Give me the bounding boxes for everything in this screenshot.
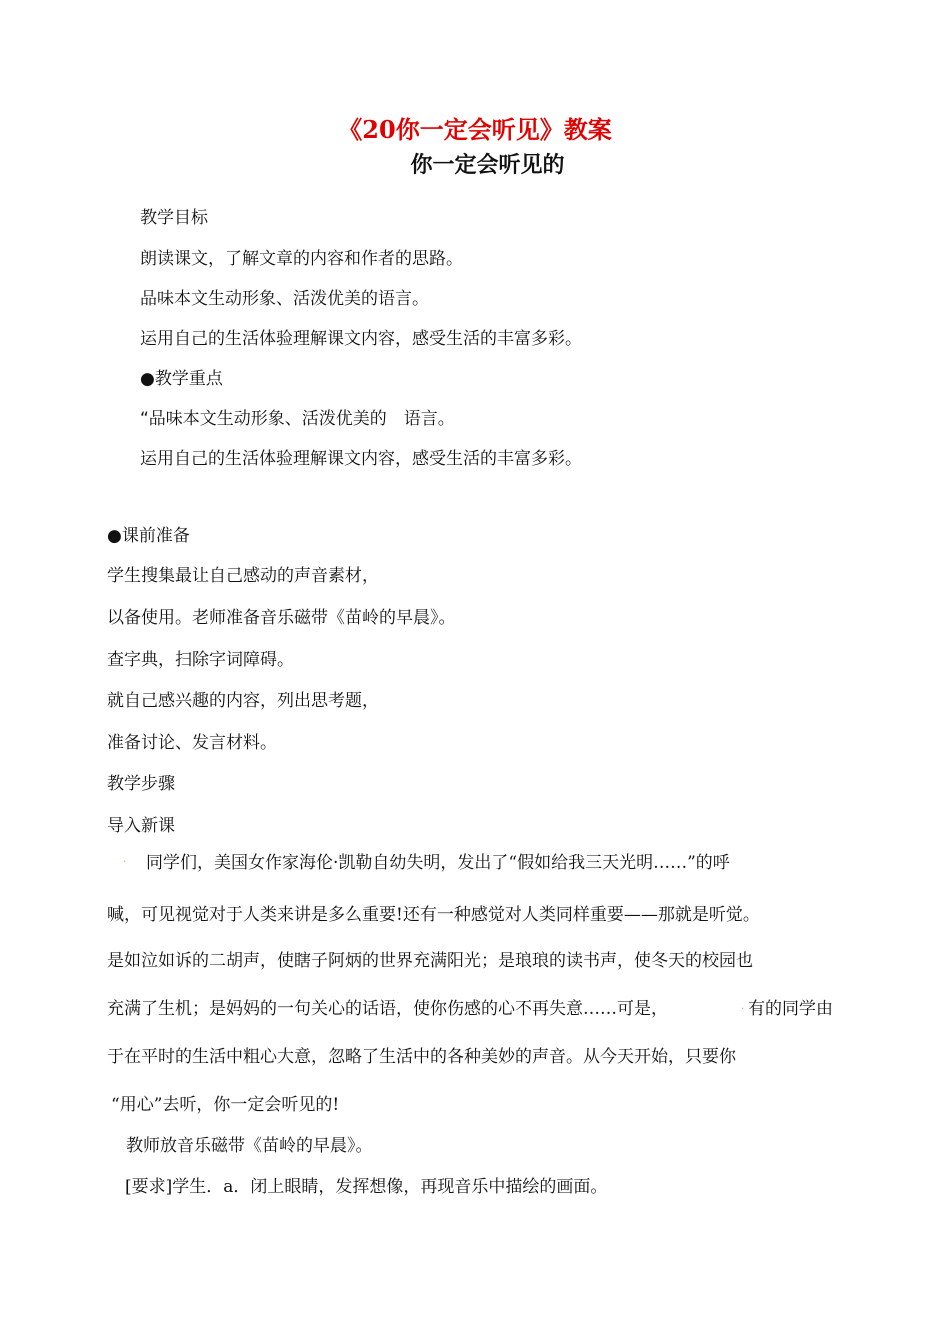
document-subtitle: 你一定会听见的: [410, 152, 565, 178]
paragraph-line: “用心”去听，你一定会听见的!: [111, 1095, 340, 1115]
paragraph-line: 于在平时的生活中粗心大意，忽略了生活中的各种美妙的声音。从今天开始，只要你: [107, 1047, 736, 1067]
steps-heading: 教学步骤: [107, 774, 175, 794]
paragraph-bullet: .: [123, 854, 127, 865]
preparation-item: 以备使用。老师准备音乐磁带《苗岭的早晨》。: [107, 608, 456, 628]
paragraph-line: 充满了生机；是妈妈的一句关心的话语，使你伤感的心不再失意……可是，: [107, 999, 668, 1019]
paragraph-line: 喊，可见视觉对于人类来讲是多么重要!还有一种感觉对人类同样重要——那就是听觉。: [107, 905, 760, 925]
student-requirement: [要求]学生．a．闭上眼睛，发挥想像，再现音乐中描绘的画面。: [125, 1177, 608, 1197]
objective-item: 品味本文生动形象、活泼优美的语言。: [140, 289, 429, 309]
objective-item: 朗读课文，了解文章的内容和作者的思路。: [140, 249, 463, 269]
key-points-heading: ●教学重点: [140, 369, 223, 389]
objectives-heading: 教学目标: [140, 208, 208, 228]
key-point-item: 运用自己的生活体验理解课文内容，感受生活的丰富多彩。: [140, 449, 582, 469]
preparation-heading: ●课前准备: [107, 526, 190, 546]
key-point-item: “品味本文生动形象、活泼优美的 语言。: [140, 409, 455, 429]
paragraph-line: 同学们，美国女作家海伦·凯勒自幼失明，发出了“假如给我三天光明……”的呼: [146, 853, 730, 873]
inline-dot-mark: .: [741, 1001, 745, 1012]
preparation-item: 学生搜集最让自己感动的声音素材，: [107, 566, 379, 586]
objective-item: 运用自己的生活体验理解课文内容，感受生活的丰富多彩。: [140, 329, 582, 349]
document-title: 《20你一定会听见》教案: [338, 115, 612, 144]
paragraph-line: 是如泣如诉的二胡声，使瞎子阿炳的世界充满阳光；是琅琅的读书声，使冬天的校园也: [107, 951, 753, 971]
intro-heading: 导入新课: [107, 816, 175, 836]
preparation-item: 准备讨论、发言材料。: [107, 733, 277, 753]
preparation-item: 查字典，扫除字词障碍。: [107, 650, 294, 670]
paragraph-line: 有的同学由: [748, 999, 833, 1019]
preparation-item: 就自己感兴趣的内容，列出思考题，: [107, 691, 379, 711]
teacher-action: 教师放音乐磁带《苗岭的早晨》。: [126, 1136, 373, 1156]
